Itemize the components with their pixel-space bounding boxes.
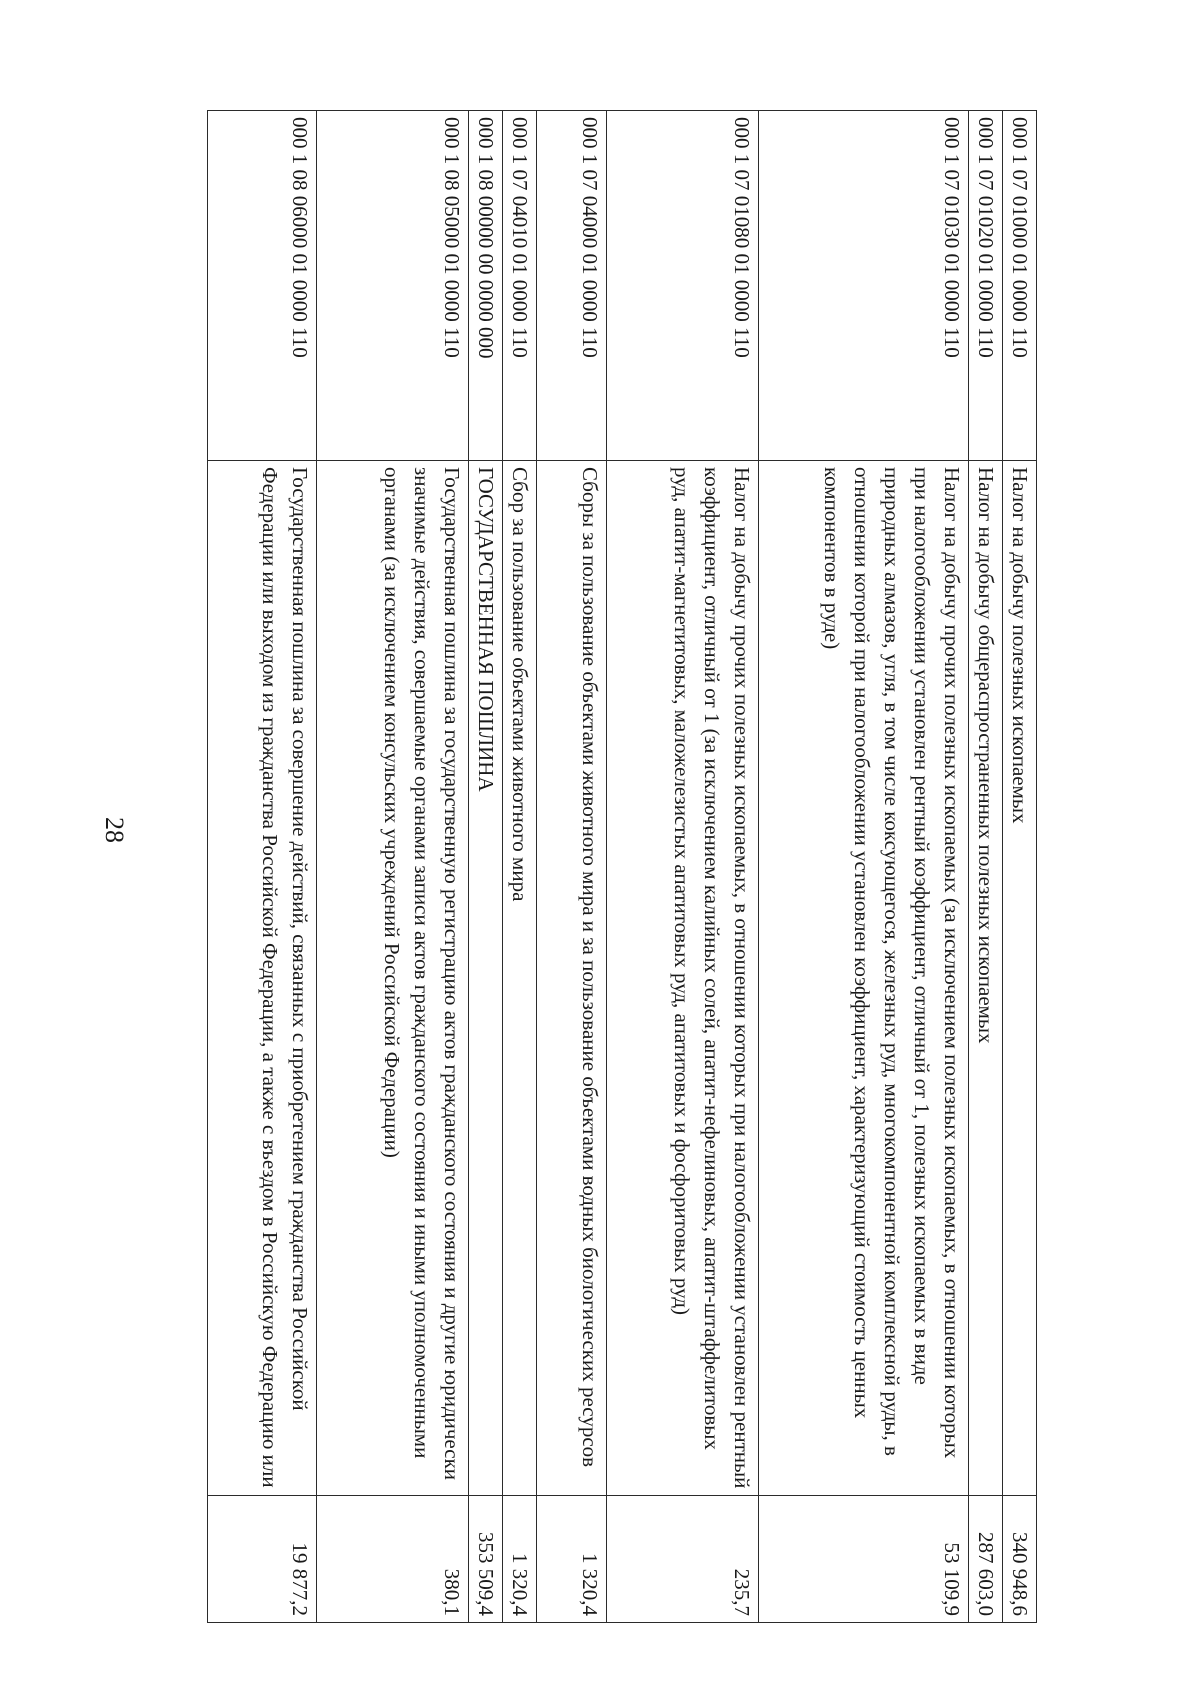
page-number: 28 [100, 817, 129, 843]
table-row [607, 111, 759, 1623]
table-row [503, 111, 537, 1623]
revenue-name-cell: Государственная пошлина за совершение действий, связанных с приобретением гражданства Российской Федерации или выходом из гражданства Российской Федерации, а также с въездом в Российскую Федерацию или [208, 461, 317, 1496]
revenue-name-cell: Налог на добычу прочих полезных ископаемых (за исключением полезных ископаемых, в отношении которых при налогообложении установлен рентный коэффициент, отличный от 1, полезных ископаемых в виде природных алмазов, угля, в том числе коксующегося, железных руд, многокомпонентной комплексной руды, в отношении которой при налогообложении установлен коэффициент, характеризующий стоимость ценных компонентов в руде) [759, 461, 969, 1496]
table-row [469, 111, 503, 1623]
revenue-name-cell: Налог на добычу прочих полезных ископаемых, в отношении которых при налогообложении установлен рентный коэффициент, отличный от 1 (за исключением калийных солей, апатит-нефелиновых, апатит-штаффелитовых руд, апатит-магнетитовых, маложелезистых апатитовых руд, апатитовых и фосфоритовых руд) [607, 461, 759, 1496]
budget-code-cell: 000 1 08 00000 00 0000 000 [469, 111, 503, 461]
table-row [317, 111, 469, 1623]
table-row [537, 111, 607, 1623]
rotated-table-content [207, 110, 1037, 1622]
budget-code-cell: 000 1 08 06000 01 0000 110 [208, 111, 317, 461]
revenue-name-cell: Налог на добычу общераспространенных полезных ископаемых [969, 461, 1003, 1496]
amount-cell: 353 509,4 [469, 1496, 503, 1623]
budget-code-cell: 000 1 07 01080 01 0000 110 [607, 111, 759, 461]
rotated-table-frame [207, 110, 1037, 1622]
table-row [208, 111, 317, 1623]
revenue-name-cell: Сборы за пользование объектами животного мира и за пользование объектами водных биологических ресурсов [537, 461, 607, 1496]
budget-code-cell: 000 1 07 04000 01 0000 110 [537, 111, 607, 461]
amount-cell: 340 948,6 [1003, 1496, 1037, 1623]
amount-cell: 53 109,9 [759, 1496, 969, 1623]
amount-cell: 1 320,4 [537, 1496, 607, 1623]
revenue-name-cell: Налог на добычу полезных ископаемых [1003, 461, 1037, 1496]
amount-cell: 380,1 [317, 1496, 469, 1623]
table-row [759, 111, 969, 1623]
budget-code-cell: 000 1 07 01000 01 0000 110 [1003, 111, 1037, 461]
budget-revenue-table [207, 110, 1037, 1623]
revenue-name-cell: ГОСУДАРСТВЕННАЯ ПОШЛИНА [469, 461, 503, 1496]
amount-cell: 19 877,2 [208, 1496, 317, 1623]
revenue-name-cell: Государственная пошлина за государственную регистрацию актов гражданского состояния и другие юридически значимые действия, совершаемые органами записи актов гражданского состояния и иными уполномоченными органами (за исключением консульских учреждений Российской Федерации) [317, 461, 469, 1496]
budget-code-cell: 000 1 07 01020 01 0000 110 [969, 111, 1003, 461]
budget-code-cell: 000 1 08 05000 01 0000 110 [317, 111, 469, 461]
budget-code-cell: 000 1 07 04010 01 0000 110 [503, 111, 537, 461]
amount-cell: 287 603,0 [969, 1496, 1003, 1623]
table-row [969, 111, 1003, 1623]
budget-code-cell: 000 1 07 01030 01 0000 110 [759, 111, 969, 461]
revenue-name-cell: Сбор за пользование объектами животного мира [503, 461, 537, 1496]
table-row [1003, 111, 1037, 1623]
amount-cell: 1 320,4 [503, 1496, 537, 1623]
amount-cell: 235,7 [607, 1496, 759, 1623]
